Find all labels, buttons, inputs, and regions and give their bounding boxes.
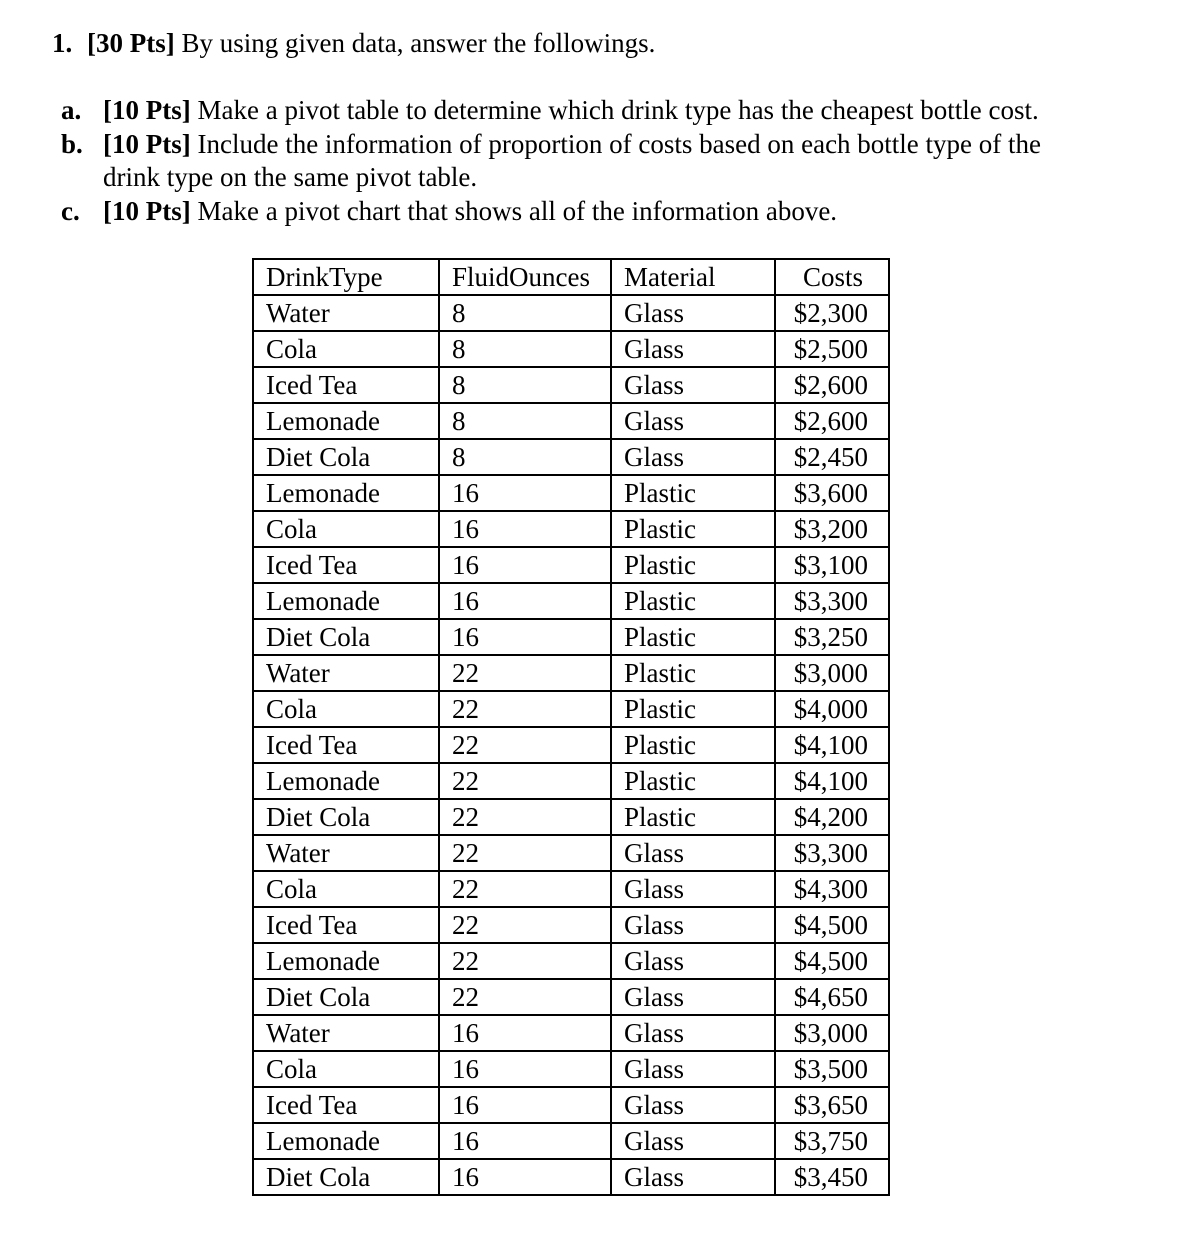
subquestion-letter: c. — [61, 196, 80, 226]
cell-fluidounces: 22 — [439, 727, 611, 763]
cell-drinktype: Diet Cola — [253, 619, 439, 655]
cell-costs: $3,500 — [775, 1051, 889, 1087]
cell-drinktype: Water — [253, 295, 439, 331]
cell-drinktype: Diet Cola — [253, 1159, 439, 1195]
cell-costs: $4,100 — [775, 727, 889, 763]
cell-material: Plastic — [611, 583, 775, 619]
subquestion-letter: b. — [61, 129, 83, 159]
table-row — [253, 943, 889, 979]
cell-drinktype: Cola — [253, 331, 439, 367]
table-header — [253, 259, 889, 295]
subquestion-a — [61, 93, 1039, 127]
subquestion-letter: a. — [61, 95, 82, 125]
cell-fluidounces: 22 — [439, 691, 611, 727]
cell-drinktype: Water — [253, 655, 439, 691]
subquestion-text: Make a pivot table to determine which drink type has the cheapest bottle cost. — [197, 95, 1039, 125]
table-row — [253, 763, 889, 799]
table-row — [253, 1051, 889, 1087]
subquestion-b-continuation: drink type on the same pivot table. — [103, 162, 478, 192]
cell-drinktype: Cola — [253, 691, 439, 727]
cell-drinktype: Lemonade — [253, 763, 439, 799]
cell-drinktype: Iced Tea — [253, 1087, 439, 1123]
cell-drinktype: Cola — [253, 511, 439, 547]
cell-fluidounces: 16 — [439, 1015, 611, 1051]
header-fluidounces: FluidOunces — [439, 259, 611, 295]
table-row — [253, 1087, 889, 1123]
cell-fluidounces: 22 — [439, 907, 611, 943]
cell-fluidounces: 22 — [439, 943, 611, 979]
cell-costs: $4,300 — [775, 871, 889, 907]
cell-fluidounces: 22 — [439, 763, 611, 799]
table-row — [253, 547, 889, 583]
cell-fluidounces: 8 — [439, 295, 611, 331]
cell-costs: $3,450 — [775, 1159, 889, 1195]
cell-fluidounces: 16 — [439, 1123, 611, 1159]
cell-fluidounces: 16 — [439, 1051, 611, 1087]
table-row — [253, 691, 889, 727]
cell-drinktype: Diet Cola — [253, 979, 439, 1015]
cell-material: Glass — [611, 1087, 775, 1123]
cell-drinktype: Lemonade — [253, 1123, 439, 1159]
table-row — [253, 403, 889, 439]
cell-fluidounces: 8 — [439, 367, 611, 403]
header-costs: Costs — [775, 259, 889, 295]
table-row — [253, 1159, 889, 1195]
cell-material: Glass — [611, 295, 775, 331]
table-row — [253, 1015, 889, 1051]
cell-material: Plastic — [611, 691, 775, 727]
cell-material: Glass — [611, 439, 775, 475]
cell-fluidounces: 8 — [439, 403, 611, 439]
table-header-row — [253, 259, 889, 295]
cell-material: Plastic — [611, 619, 775, 655]
cell-material: Glass — [611, 835, 775, 871]
cell-fluidounces: 22 — [439, 871, 611, 907]
cell-fluidounces: 22 — [439, 799, 611, 835]
table-row — [253, 871, 889, 907]
table-row — [253, 655, 889, 691]
cell-costs: $3,250 — [775, 619, 889, 655]
cell-drinktype: Cola — [253, 871, 439, 907]
cell-fluidounces: 16 — [439, 1087, 611, 1123]
cell-material: Glass — [611, 1015, 775, 1051]
question-points: [30 Pts] — [87, 28, 175, 58]
cell-costs: $3,000 — [775, 1015, 889, 1051]
cell-costs: $4,000 — [775, 691, 889, 727]
cell-drinktype: Cola — [253, 1051, 439, 1087]
table-row — [253, 907, 889, 943]
cell-costs: $3,300 — [775, 835, 889, 871]
table-row — [253, 727, 889, 763]
subquestion-points: [10 Pts] — [103, 196, 191, 226]
cell-material: Glass — [611, 1123, 775, 1159]
cell-drinktype: Lemonade — [253, 583, 439, 619]
cell-material: Glass — [611, 367, 775, 403]
cell-material: Glass — [611, 403, 775, 439]
cell-drinktype: Iced Tea — [253, 547, 439, 583]
table-row — [253, 295, 889, 331]
cell-costs: $4,500 — [775, 943, 889, 979]
table-row — [253, 1123, 889, 1159]
drink-data-table — [252, 258, 890, 1196]
table-body — [253, 295, 889, 1195]
cell-fluidounces: 16 — [439, 511, 611, 547]
subquestion-c — [61, 194, 837, 228]
cell-material: Glass — [611, 331, 775, 367]
cell-drinktype: Lemonade — [253, 403, 439, 439]
question-text: By using given data, answer the followings. — [181, 28, 656, 58]
cell-drinktype: Water — [253, 1015, 439, 1051]
cell-costs: $3,750 — [775, 1123, 889, 1159]
header-material: Material — [611, 259, 775, 295]
table-row — [253, 331, 889, 367]
cell-material: Glass — [611, 871, 775, 907]
cell-costs: $3,100 — [775, 547, 889, 583]
cell-material: Plastic — [611, 655, 775, 691]
cell-fluidounces: 22 — [439, 979, 611, 1015]
cell-drinktype: Lemonade — [253, 943, 439, 979]
cell-material: Plastic — [611, 727, 775, 763]
cell-drinktype: Iced Tea — [253, 367, 439, 403]
cell-material: Plastic — [611, 547, 775, 583]
cell-costs: $2,500 — [775, 331, 889, 367]
cell-costs: $3,650 — [775, 1087, 889, 1123]
cell-material: Plastic — [611, 475, 775, 511]
cell-material: Glass — [611, 979, 775, 1015]
table-row — [253, 979, 889, 1015]
table-row — [253, 439, 889, 475]
cell-drinktype: Diet Cola — [253, 439, 439, 475]
cell-drinktype: Iced Tea — [253, 907, 439, 943]
question-heading — [52, 26, 655, 60]
cell-drinktype: Iced Tea — [253, 727, 439, 763]
cell-material: Plastic — [611, 763, 775, 799]
table-row — [253, 799, 889, 835]
table-row — [253, 367, 889, 403]
cell-fluidounces: 22 — [439, 835, 611, 871]
cell-costs: $2,600 — [775, 367, 889, 403]
subquestion-text: Include the information of proportion of costs based on each bottle type of the — [197, 129, 1041, 159]
table-row — [253, 583, 889, 619]
cell-fluidounces: 16 — [439, 475, 611, 511]
question-number: 1. — [52, 28, 73, 58]
table-row — [253, 835, 889, 871]
cell-costs: $4,100 — [775, 763, 889, 799]
cell-costs: $4,200 — [775, 799, 889, 835]
subquestion-b — [61, 127, 1041, 161]
cell-costs: $2,450 — [775, 439, 889, 475]
cell-material: Glass — [611, 1051, 775, 1087]
cell-drinktype: Water — [253, 835, 439, 871]
header-drinktype: DrinkType — [253, 259, 439, 295]
cell-costs: $4,650 — [775, 979, 889, 1015]
cell-fluidounces: 16 — [439, 1159, 611, 1195]
cell-costs: $2,300 — [775, 295, 889, 331]
cell-material: Glass — [611, 1159, 775, 1195]
table-row — [253, 475, 889, 511]
cell-fluidounces: 8 — [439, 331, 611, 367]
cell-costs: $3,000 — [775, 655, 889, 691]
subquestion-points: [10 Pts] — [103, 129, 191, 159]
cell-material: Plastic — [611, 799, 775, 835]
cell-costs: $3,200 — [775, 511, 889, 547]
table-row — [253, 511, 889, 547]
cell-material: Glass — [611, 943, 775, 979]
cell-costs: $2,600 — [775, 403, 889, 439]
cell-material: Glass — [611, 907, 775, 943]
cell-fluidounces: 22 — [439, 655, 611, 691]
cell-costs: $4,500 — [775, 907, 889, 943]
cell-fluidounces: 8 — [439, 439, 611, 475]
cell-material: Plastic — [611, 511, 775, 547]
cell-fluidounces: 16 — [439, 619, 611, 655]
subquestion-points: [10 Pts] — [103, 95, 191, 125]
cell-drinktype: Diet Cola — [253, 799, 439, 835]
cell-costs: $3,300 — [775, 583, 889, 619]
cell-fluidounces: 16 — [439, 547, 611, 583]
cell-drinktype: Lemonade — [253, 475, 439, 511]
table-row — [253, 619, 889, 655]
cell-fluidounces: 16 — [439, 583, 611, 619]
cell-costs: $3,600 — [775, 475, 889, 511]
subquestion-text: Make a pivot chart that shows all of the information above. — [197, 196, 838, 226]
